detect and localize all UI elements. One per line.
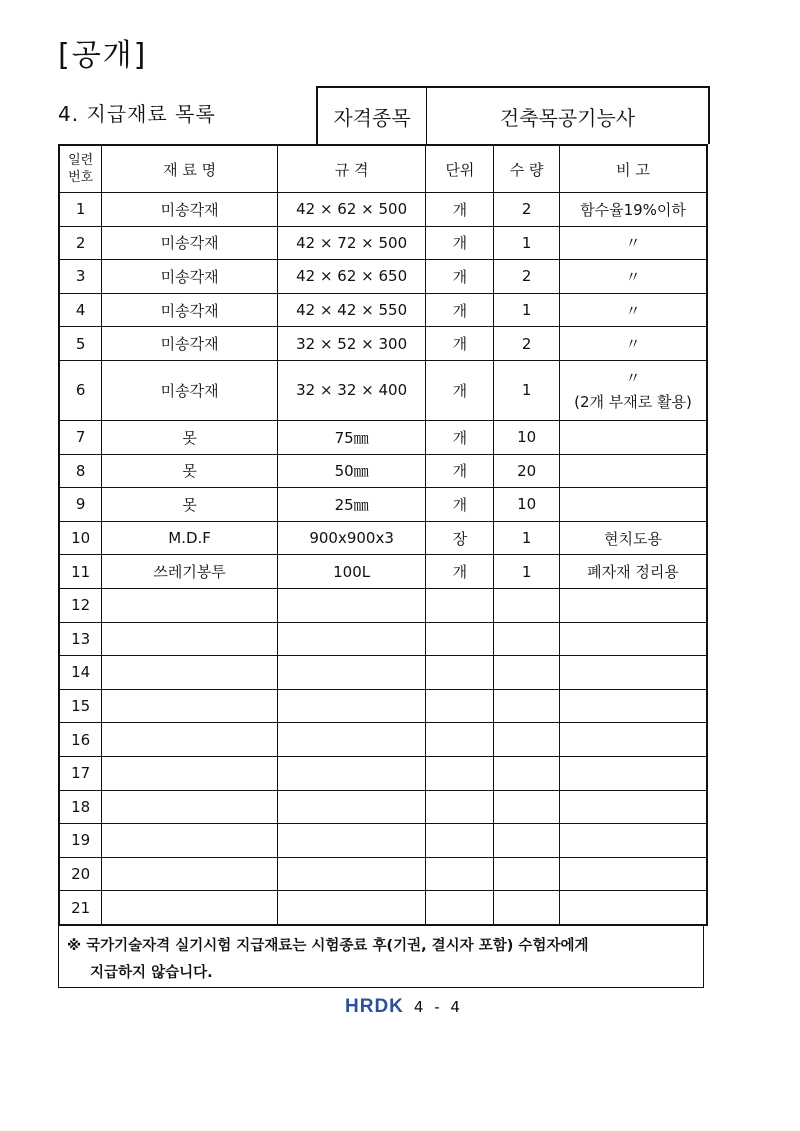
cell-qty (494, 790, 560, 824)
header-name: 재 료 명 (102, 145, 277, 193)
cell-qty: 20 (494, 454, 560, 488)
cell-qty: 2 (494, 327, 560, 361)
cell-spec: 42 × 62 × 650 (277, 260, 426, 294)
cell-qty: 1 (494, 555, 560, 589)
cell-no: 3 (59, 260, 102, 294)
cell-spec: 42 × 42 × 550 (277, 293, 426, 327)
cell-name (102, 891, 277, 925)
cell-spec: 75㎜ (277, 420, 426, 454)
cell-qty: 1 (494, 226, 560, 260)
cell-no: 12 (59, 588, 102, 622)
cell-spec: 42 × 62 × 500 (277, 193, 426, 227)
cell-remark (560, 756, 708, 790)
cell-no: 11 (59, 555, 102, 589)
cell-remark (560, 454, 708, 488)
cell-unit: 개 (426, 420, 494, 454)
table-row (59, 588, 707, 622)
cell-qty (494, 723, 560, 757)
cell-unit: 개 (426, 454, 494, 488)
qualification-value: 건축목공기능사 (499, 105, 636, 130)
cell-spec: 32 × 32 × 400 (277, 360, 426, 420)
notice-line-1: ※ 국가기술자격 실기시험 지급재료는 시험종료 후(기권, 결시자 포함) 수험자에게 (67, 938, 589, 954)
cell-qty (494, 656, 560, 690)
table-row (59, 360, 707, 420)
table-row (59, 293, 707, 327)
cell-qty (494, 622, 560, 656)
cell-no: 17 (59, 756, 102, 790)
table-header-row (59, 145, 707, 193)
cell-unit: 개 (426, 488, 494, 522)
table-row (59, 891, 707, 925)
page-label: [공개] (58, 38, 148, 73)
table-row (59, 689, 707, 723)
cell-no: 21 (59, 891, 102, 925)
cell-remark (560, 689, 708, 723)
cell-spec: 32 × 52 × 300 (277, 327, 426, 361)
notice-line-2: 지급하지 않습니다. (90, 965, 213, 981)
cell-spec (277, 588, 426, 622)
cell-unit (426, 824, 494, 858)
table-row (59, 327, 707, 361)
cell-remark: 폐자재 정리용 (560, 555, 708, 589)
cell-unit (426, 588, 494, 622)
cell-name (102, 824, 277, 858)
cell-spec: 42 × 72 × 500 (277, 226, 426, 260)
cell-unit: 개 (426, 360, 494, 420)
cell-remark: 〃 (560, 293, 708, 327)
cell-name (102, 656, 277, 690)
cell-unit (426, 723, 494, 757)
cell-qty: 10 (494, 488, 560, 522)
cell-unit: 장 (426, 521, 494, 555)
cell-qty: 2 (494, 260, 560, 294)
cell-no: 5 (59, 327, 102, 361)
cell-remark (560, 857, 708, 891)
cell-no: 8 (59, 454, 102, 488)
cell-no: 16 (59, 723, 102, 757)
cell-no: 4 (59, 293, 102, 327)
cell-name: 미송각재 (102, 293, 277, 327)
cell-remark (560, 891, 708, 925)
cell-spec: 25㎜ (277, 488, 426, 522)
cell-name: M.D.F (102, 521, 277, 555)
cell-remark: 〃 (560, 260, 708, 294)
cell-spec (277, 756, 426, 790)
cell-name: 쓰레기봉투 (102, 555, 277, 589)
cell-no: 13 (59, 622, 102, 656)
cell-name (102, 756, 277, 790)
table-row (59, 656, 707, 690)
cell-spec (277, 790, 426, 824)
cell-no: 18 (59, 790, 102, 824)
table-row (59, 824, 707, 858)
cell-no: 2 (59, 226, 102, 260)
cell-qty (494, 824, 560, 858)
page-number: 4 - 4 (413, 998, 463, 1016)
cell-no: 14 (59, 656, 102, 690)
cell-qty: 10 (494, 420, 560, 454)
cell-unit (426, 857, 494, 891)
cell-no: 15 (59, 689, 102, 723)
cell-no: 20 (59, 857, 102, 891)
cell-name: 못 (102, 420, 277, 454)
cell-remark-line-2: (2개 부재로 활용) (574, 393, 692, 412)
cell-unit (426, 790, 494, 824)
cell-spec: 100L (277, 555, 426, 589)
cell-remark (560, 488, 708, 522)
cell-spec (277, 656, 426, 690)
cell-qty (494, 891, 560, 925)
cell-remark: 〃 (560, 327, 708, 361)
cell-qty: 2 (494, 193, 560, 227)
cell-spec: 50㎜ (277, 454, 426, 488)
materials-table (58, 144, 708, 926)
cell-no: 9 (59, 488, 102, 522)
cell-name (102, 857, 277, 891)
cell-unit: 개 (426, 226, 494, 260)
cell-remark-line-1: 〃 (625, 369, 641, 388)
table-row (59, 622, 707, 656)
table-row (59, 260, 707, 294)
cell-unit: 개 (426, 555, 494, 589)
cell-unit (426, 689, 494, 723)
cell-no: 1 (59, 193, 102, 227)
cell-spec (277, 689, 426, 723)
cell-unit (426, 756, 494, 790)
cell-no: 7 (59, 420, 102, 454)
cell-remark (560, 588, 708, 622)
header-qty: 수 량 (494, 145, 560, 193)
table-row (59, 420, 707, 454)
cell-remark (560, 420, 708, 454)
cell-qty (494, 689, 560, 723)
header-remark: 비 고 (560, 145, 708, 193)
cell-qty: 1 (494, 293, 560, 327)
header-unit: 단위 (426, 145, 494, 193)
header-spec: 규 격 (277, 145, 426, 193)
cell-remark (560, 656, 708, 690)
cell-name (102, 689, 277, 723)
cell-name: 미송각재 (102, 327, 277, 361)
cell-remark: 〃 (560, 226, 708, 260)
cell-unit: 개 (426, 260, 494, 294)
cell-name (102, 790, 277, 824)
cell-name: 못 (102, 488, 277, 522)
cell-unit: 개 (426, 193, 494, 227)
cell-name: 미송각재 (102, 260, 277, 294)
cell-qty (494, 588, 560, 622)
cell-remark (560, 360, 708, 420)
cell-remark (560, 790, 708, 824)
cell-remark (560, 723, 708, 757)
cell-qty (494, 857, 560, 891)
table-row (59, 723, 707, 757)
cell-no: 19 (59, 824, 102, 858)
table-row (59, 555, 707, 589)
cell-no: 6 (59, 360, 102, 420)
page-footer (345, 996, 463, 1018)
cell-no: 10 (59, 521, 102, 555)
cell-name (102, 622, 277, 656)
section-title: 4. 지급재료 목록 (58, 102, 216, 126)
cell-name (102, 723, 277, 757)
cell-remark (560, 824, 708, 858)
cell-spec (277, 857, 426, 891)
cell-name: 미송각재 (102, 193, 277, 227)
table-row (59, 857, 707, 891)
cell-unit (426, 656, 494, 690)
section-header (58, 86, 708, 144)
cell-qty: 1 (494, 360, 560, 420)
cell-name: 못 (102, 454, 277, 488)
cell-name: 미송각재 (102, 360, 277, 420)
cell-unit (426, 891, 494, 925)
cell-unit: 개 (426, 293, 494, 327)
table-row (59, 790, 707, 824)
qualification-label: 자격종목 (318, 88, 427, 144)
cell-spec (277, 622, 426, 656)
table-row (59, 226, 707, 260)
cell-spec (277, 891, 426, 925)
table-row (59, 454, 707, 488)
table-row (59, 193, 707, 227)
cell-remark: 현치도용 (560, 521, 708, 555)
cell-qty (494, 756, 560, 790)
cell-name: 미송각재 (102, 226, 277, 260)
cell-remark (560, 622, 708, 656)
table-row (59, 488, 707, 522)
header-no: 일련 번호 (59, 145, 102, 193)
cell-spec (277, 824, 426, 858)
notice-box (58, 924, 704, 988)
cell-remark: 함수율19%이하 (560, 193, 708, 227)
cell-unit: 개 (426, 327, 494, 361)
cell-spec (277, 723, 426, 757)
table-row (59, 521, 707, 555)
table-row (59, 756, 707, 790)
hrdk-logo: HRDK (345, 996, 404, 1017)
cell-spec: 900x900x3 (277, 521, 426, 555)
cell-unit (426, 622, 494, 656)
cell-name (102, 588, 277, 622)
qualification-box (316, 86, 710, 144)
cell-qty: 1 (494, 521, 560, 555)
